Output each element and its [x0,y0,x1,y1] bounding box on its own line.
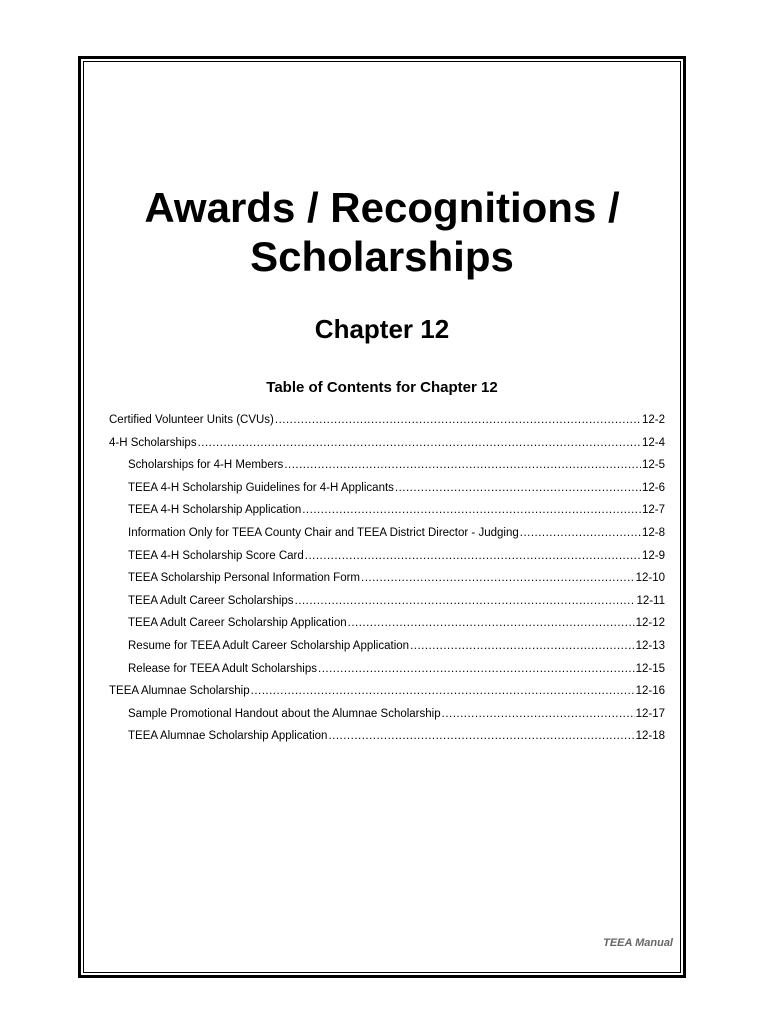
toc-entry-page: 12-2 [641,414,665,426]
table-of-contents [109,413,665,752]
toc-entry-label: TEEA 4-H Scholarship Guidelines for 4-H Applicants [128,481,394,494]
toc-entry-page: 12-6 [641,481,665,494]
toc-entry-label: Certified Volunteer Units (CVUs) [109,414,274,426]
toc-leader-dots [295,594,636,608]
toc-entry-label: TEEA 4-H Scholarship Score Card [128,549,304,562]
page-title [81,183,683,281]
toc-leader-dots [410,639,635,653]
toc-entry-label: Sample Promotional Handout about the Alumnae Scholarship [128,707,441,720]
toc-entry-label: Scholarships for 4-H Members [128,459,284,472]
toc-leader-dots [302,503,641,517]
toc-leader-dots [318,662,635,676]
toc-entry[interactable] [109,503,665,526]
chapter-heading: Chapter 12 [314,314,450,344]
toc-entry[interactable] [109,413,665,436]
toc-entry-page: 12-7 [641,504,665,517]
toc-entry-label: TEEA Alumnae Scholarship [109,685,250,698]
toc-entry[interactable] [109,616,665,639]
toc-entry[interactable] [109,594,665,617]
toc-entry[interactable] [109,571,665,594]
toc-entry-label: Information Only for TEEA County Chair and TEEA District Director - Judging [128,526,519,539]
toc-entry-label: 4-H Scholarships [109,436,197,449]
toc-leader-dots [395,481,641,495]
toc-entry[interactable] [109,481,665,504]
footer-manual-label: TEEA Manual [603,937,673,949]
toc-entry-page: 12-11 [636,594,665,607]
toc-entry[interactable] [109,458,665,481]
toc-entry[interactable] [109,549,665,572]
toc-entry[interactable] [109,662,665,685]
toc-entry-page: 12-15 [635,662,665,675]
toc-entry-page: 12-18 [635,730,665,743]
toc-entry[interactable] [109,526,665,549]
toc-entry-label: TEEA Adult Career Scholarship Application [128,617,347,630]
toc-entry-page: 12-10 [635,572,665,585]
page-frame [78,56,686,978]
toc-entry-page: 12-8 [641,526,665,539]
toc-entry-page: 12-16 [635,685,665,698]
toc-entry[interactable] [109,684,665,707]
toc-leader-dots [305,549,641,563]
toc-entry-page: 12-9 [641,549,665,562]
toc-entry[interactable] [109,436,665,459]
title-line-1: Awards / Recognitions / [144,184,620,231]
toc-entry[interactable] [109,729,665,752]
toc-entry-label: TEEA Alumnae Scholarship Application [128,730,328,743]
toc-leader-dots [284,458,641,472]
toc-leader-dots [275,413,641,427]
toc-leader-dots [361,571,635,585]
toc-entry-page: 12-5 [641,459,665,472]
toc-entry[interactable] [109,707,665,730]
toc-entry-page: 12-13 [635,639,665,652]
toc-entry[interactable] [109,639,665,662]
toc-leader-dots [348,616,635,630]
toc-leader-dots [328,729,634,743]
toc-leader-dots [442,707,635,721]
toc-leader-dots [251,684,635,698]
toc-entry-label: TEEA Scholarship Personal Information Form [128,572,361,585]
toc-heading: Table of Contents for Chapter 12 [266,379,498,396]
toc-entry-label: TEEA 4-H Scholarship Application [128,504,302,517]
title-line-2: Scholarships [250,233,514,280]
toc-entry-label: TEEA Adult Career Scholarships [128,594,294,607]
toc-entry-label: Resume for TEEA Adult Career Scholarship Application [128,639,410,652]
toc-entry-page: 12-17 [635,707,665,720]
toc-entry-label: Release for TEEA Adult Scholarships [128,662,318,675]
toc-leader-dots [520,526,641,540]
toc-entry-page: 12-12 [635,617,665,630]
toc-entry-page: 12-4 [641,436,665,449]
toc-leader-dots [198,436,641,450]
